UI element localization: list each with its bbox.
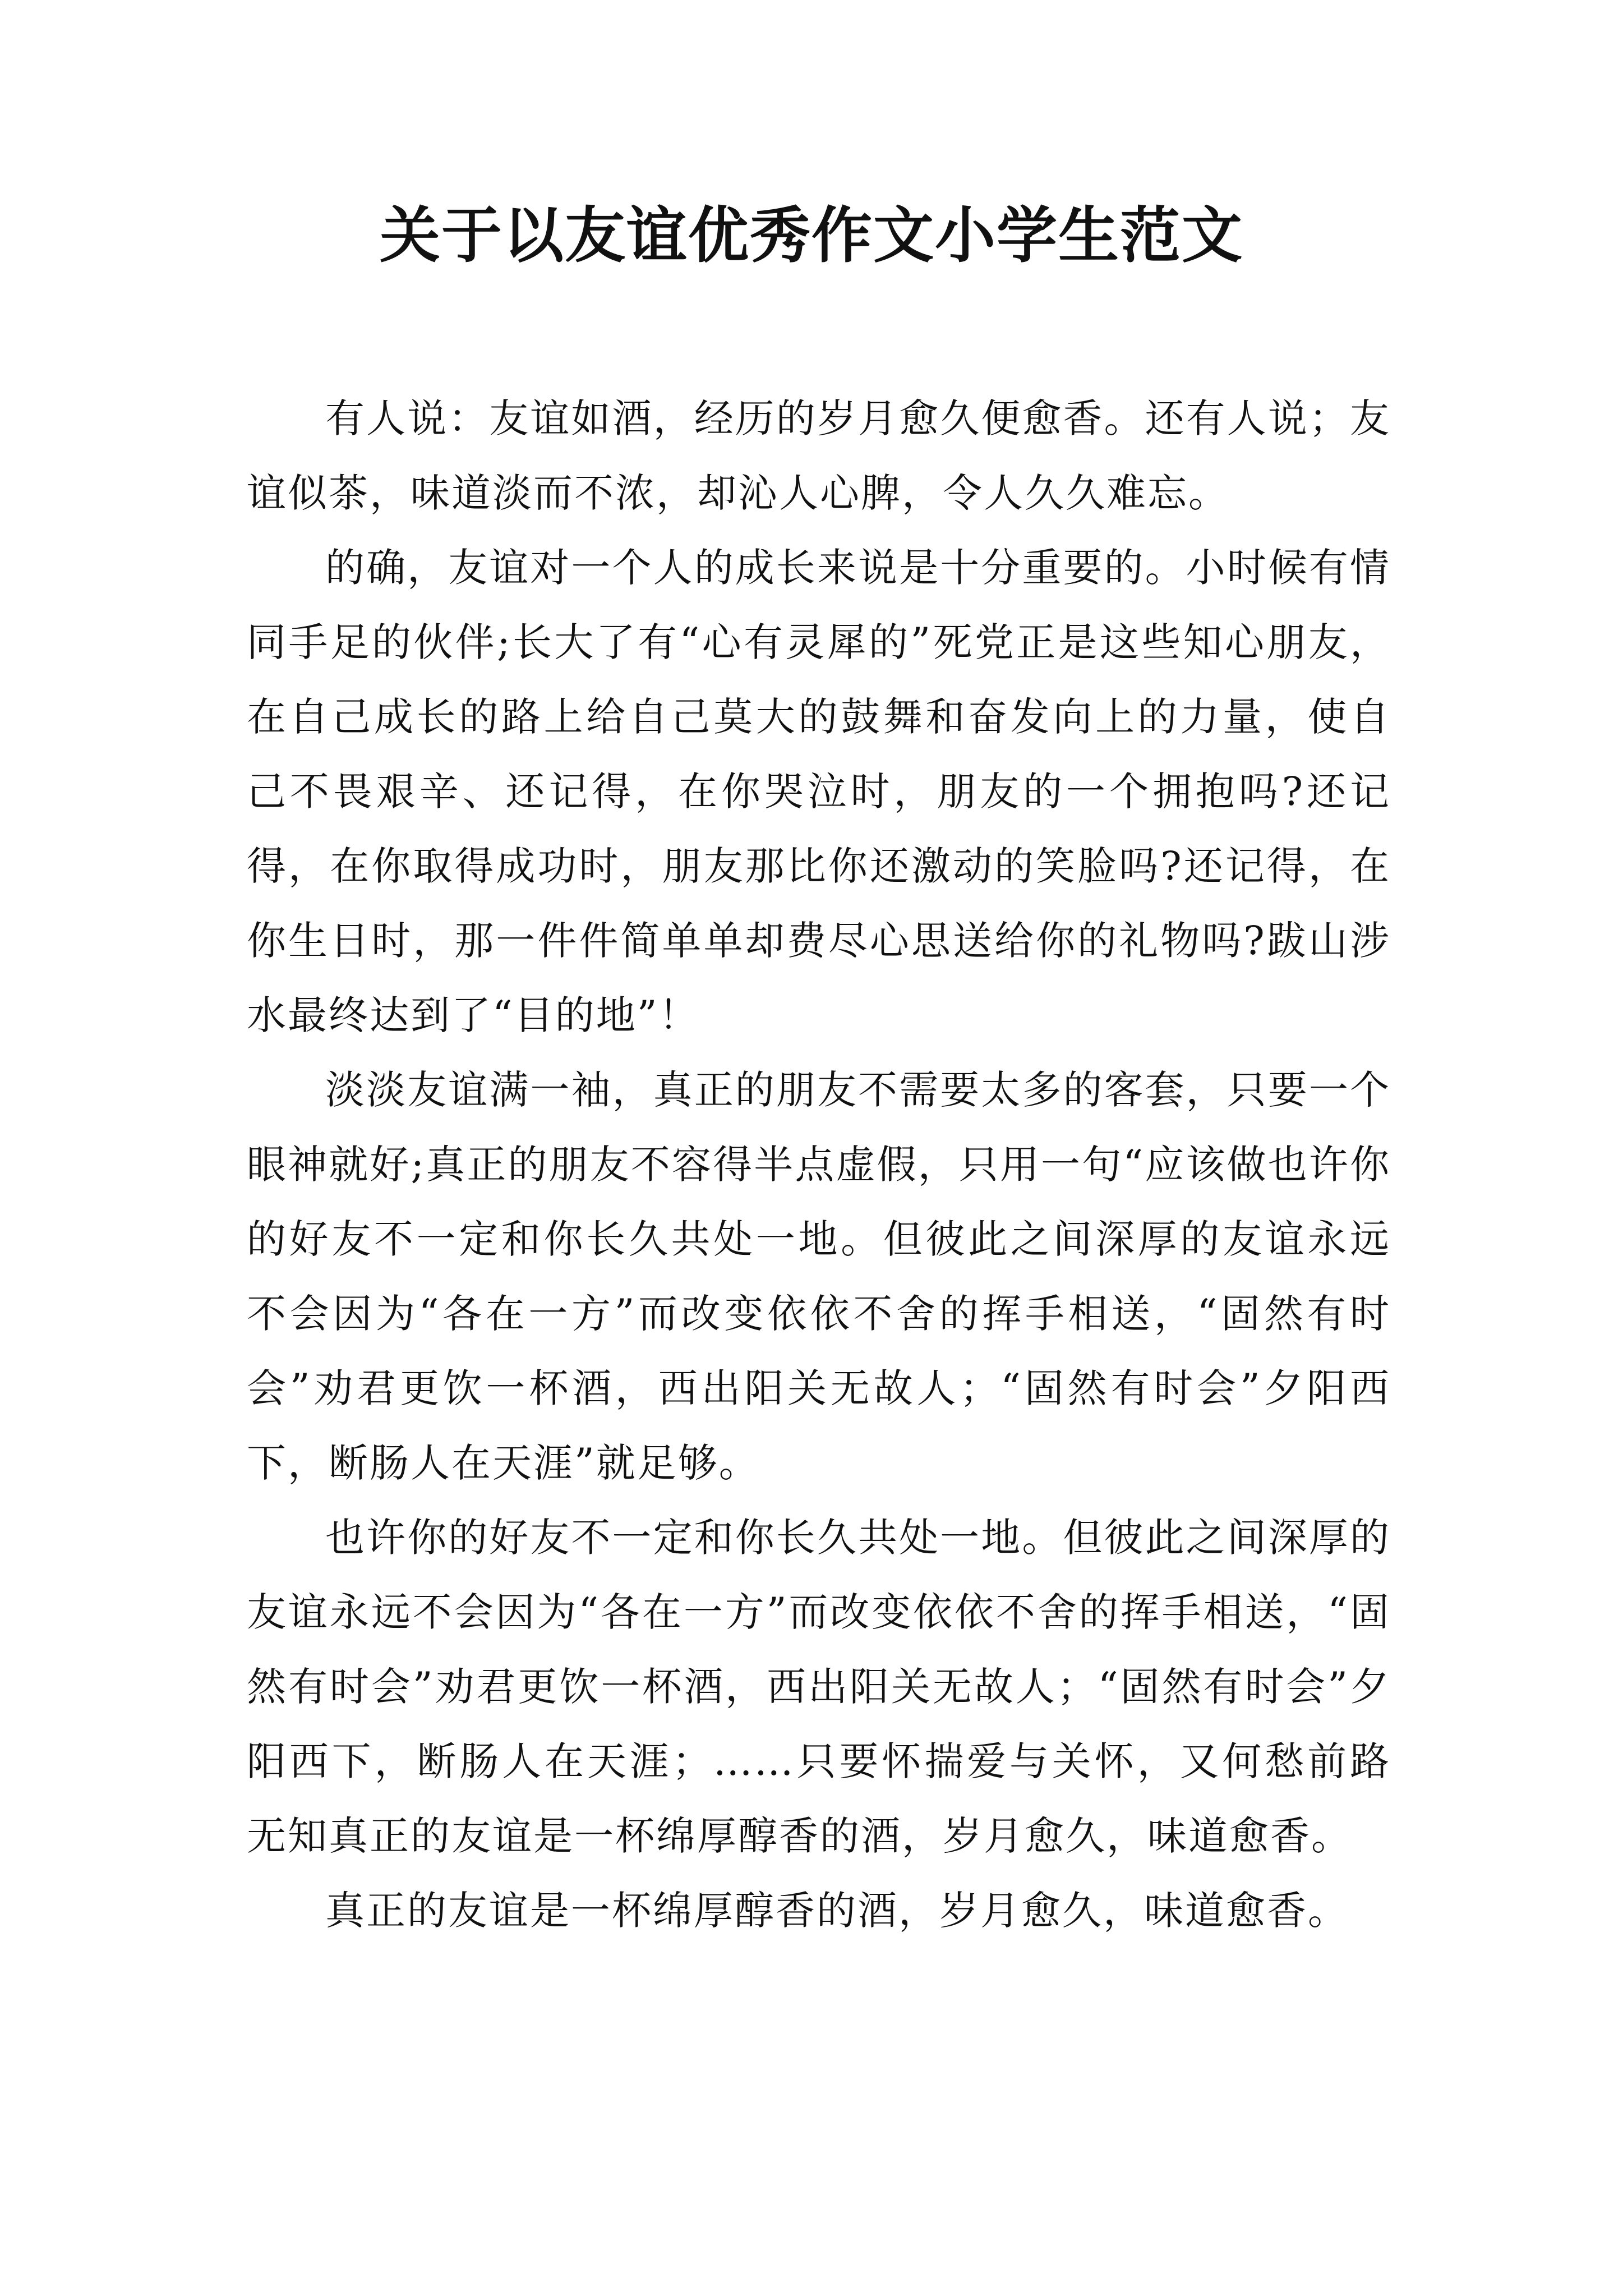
paragraph-2: 的确，友谊对一个人的成长来说是十分重要的。小时候有情同手足的伙伴;长大了有“心有灵犀的”死党正是这些知心朋友，在自己成长的路上给自己莫大的鼓舞和奋发向上的力量，使自己不畏艰辛、还记得，在你哭泣时，朋友的一个拥抱吗?还记得，在你取得成功时，朋友那比你还激动的笑脸吗?还记得，在你生日时，那一件件简单单却费尽心思送给你的礼物吗?跋山涉水最终达到了“目的地”！ <box>247 545 1391 1038</box>
paragraph-3: 淡淡友谊满一袖，真正的朋友不需要太多的客套，只要一个眼神就好;真正的朋友不容得半点虚假，只用一句“应该做也许你的好友不一定和你长久共处一地。但彼此之间深厚的友谊永远不会因为“各在一方”而改变依依不舍的挥手相送，“固然有时会”劝君更饮一杯酒，西出阳关无故人；“固然有时会”夕阳西下，断肠人在天涯”就足够。 <box>247 1067 1391 1486</box>
paragraph-1: 有人说：友谊如酒，经历的岁月愈久便愈香。还有人说；友谊似茶，味道淡而不浓，却沁人心脾，令人久久难忘。 <box>247 395 1391 516</box>
paragraph-4: 也许你的好友不一定和你长久共处一地。但彼此之间深厚的友谊永远不会因为“各在一方”而改变依依不舍的挥手相送，“固然有时会”劝君更饮一杯酒，西出阳关无故人；“固然有时会”夕阳西下，断肠人在天涯；……只要怀揣爱与关怀，又何愁前路无知真正的友谊是一杯绵厚醇香的酒，岁月愈久，味道愈香。 <box>247 1515 1391 1859</box>
document-title: 关于以友谊优秀作文小学生范文 <box>379 200 1243 271</box>
paragraph-5: 真正的友谊是一杯绵厚醇香的酒，岁月愈久，味道愈香。 <box>325 1888 1349 1934</box>
document-body <box>247 381 1391 1948</box>
